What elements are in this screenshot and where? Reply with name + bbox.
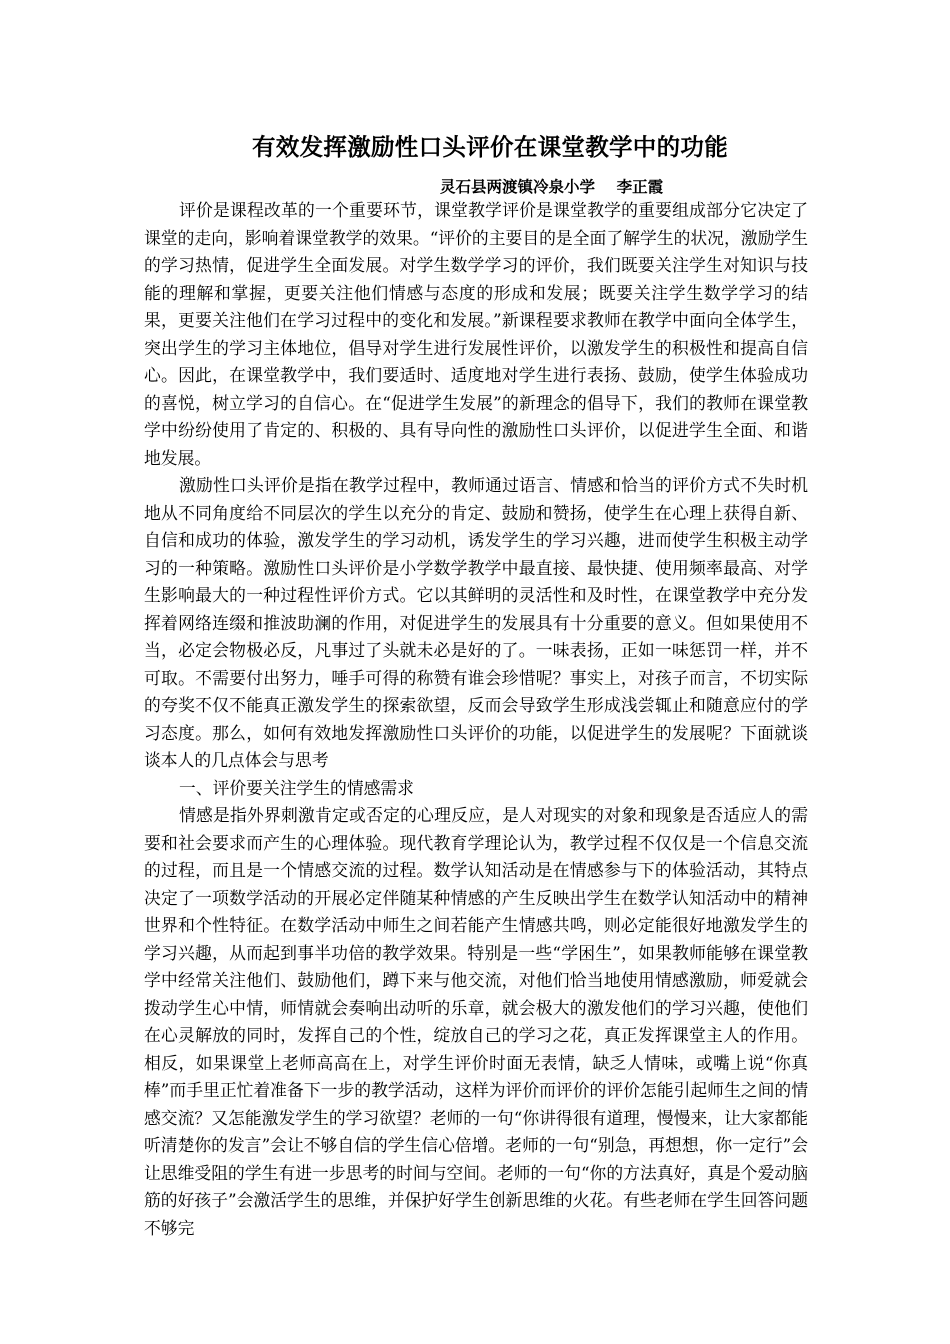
document-title: 有效发挥激励性口头评价在课堂教学中的功能 <box>252 133 728 161</box>
section-heading: 一、评价要关注学生的情感需求 <box>179 777 414 798</box>
author-line: 灵石县两渡镇冷泉小学 李正霞 <box>440 178 664 196</box>
paragraph-intro: 评价是课程改革的一个重要环节，课堂教学评价是课堂教学的重要组成部分它决定了课堂的走向，影响着课堂教学的效果。“评价的主要目的是全面了解学生的状况，激励学生的学习热情，促进学生全面发展。对学生数学学习的评价，我们既要关注学生对知识与技能的理解和掌握，更要关注他们情感与态度的形成和发展；既要关注学生数学学习的结果，更要关注他们在学习过程中的变化和发展。”新课程要求教师在教学中面向全体学生，突出学生的学习主体地位，倡导对学生进行发展性评价，以激发学生的积极性和提高自信心。因此，在课堂教学中，我们要适时、适度地对学生进行表扬、鼓励，使学生体验成功的喜悦，树立学习的自信心。在“促进学生发展”的新理念的倡导下，我们的教师在课堂教学中纷纷使用了肯定的、积极的、具有导向性的激励性口头评价，以促进学生全面、和谐地发展。 <box>144 200 808 468</box>
paragraph-definition: 激励性口头评价是指在教学过程中，教师通过语言、情感和恰当的评价方式不失时机地从不同角度给不同层次的学生以充分的肯定、鼓励和赞扬，使学生在心理上获得自新、自信和成功的体验，激发学生的学习动机，诱发学生的学习兴趣，进而使学生积极主动学习的一种策略。激励性口头评价是小学数学教学中最直接、最快捷、使用频率最高、对学生影响最大的一种过程性评价方式。它以其鲜明的灵活性和及时性，在课堂教学中充分发挥着网络连缀和推波助澜的作用，对促进学生的发展具有十分重要的意义。但如果使用不当，必定会物极必反，凡事过了头就未必是好的了。一味表扬，正如一味惩罚一样，并不可取。不需要付出努力，唾手可得的称赞有谁会珍惜呢？事实上，对孩子而言，不切实际的夸奖不仅不能真正激发学生的探索欲望，反而会导致学生形成浅尝辄止和随意应付的学习态度。那么，如何有效地发挥激励性口头评价的功能，以促进学生的发展呢？下面就谈谈本人的几点体会与思考 <box>144 475 808 770</box>
paragraph-section-one: 情感是指外界刺激肯定或否定的心理反应，是人对现实的对象和现象是否适应人的需要和社会要求而产生的心理体验。现代教育学理论认为，教学过程不仅仅是一个信息交流的过程，而且是一个情感交流的过程。数学认知活动是在情感参与下的体验活动，其特点决定了一项数学活动的开展必定伴随某种情感的产生反映出学生在数学认知活动中的精神世界和个性特征。在数学活动中师生之间若能产生情感共鸣，则必定能很好地激发学生的学习兴趣，从而起到事半功倍的教学效果。特别是一些“学困生”，如果教师能够在课堂教学中经常关注他们、鼓励他们，蹲下来与他交流，对他们恰当地使用情感激励，师爱就会拨动学生心中情，师情就会奏响出动听的乐章，就会极大的激发他们的学习兴趣，使他们在心灵解放的同时，发挥自己的个性，绽放自己的学习之花，真正发挥课堂主人的作用。相反，如果课堂上老师高高在上，对学生评价时面无表情，缺乏人情味，或嘴上说“你真棒”而手里正忙着准备下一步的教学活动，这样为评价而评价的评价怎能引起师生之间的情感交流？又怎能激发学生的学习欲望？老师的一句“你讲得很有道理，慢慢来，让大家都能听清楚你的发言”会让不够自信的学生信心倍增。老师的一句“别急，再想想，你一定行”会让思维受阻的学生有进一步思考的时间与空间。老师的一句“你的方法真好，真是个爱动脑筋的好孩子”会激活学生的思维，并保护好学生创新思维的火花。有些老师在学生回答问题不够完 <box>144 805 808 1238</box>
document-body <box>144 197 808 1242</box>
